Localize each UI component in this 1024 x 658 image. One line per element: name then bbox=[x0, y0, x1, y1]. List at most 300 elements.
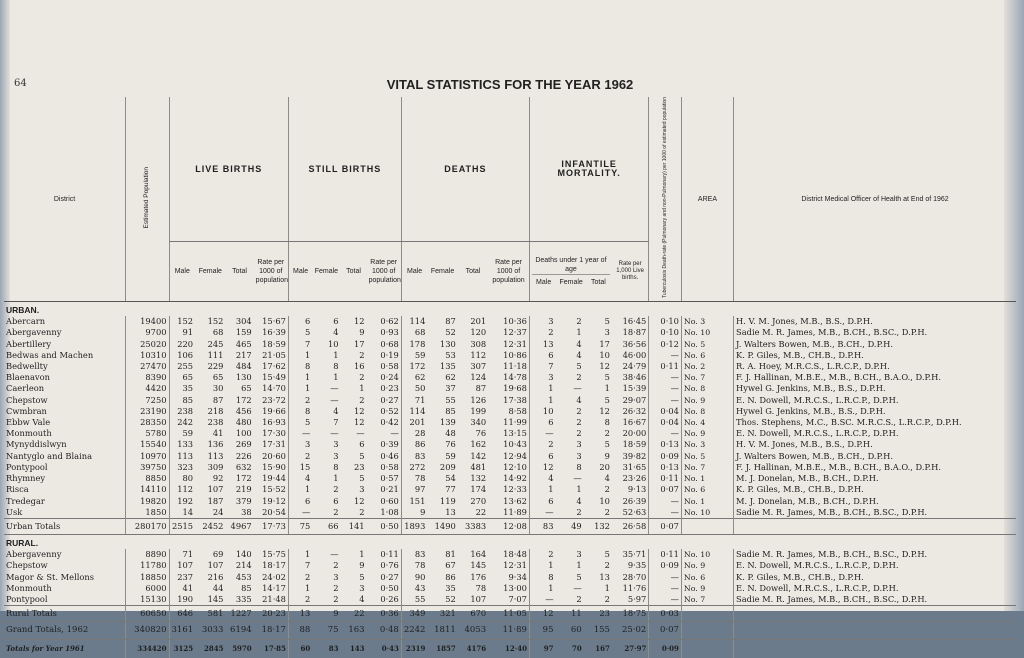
last-year-cell: 143 bbox=[349, 644, 365, 654]
table-cell: 15 bbox=[288, 462, 312, 473]
table-cell: 41 bbox=[169, 583, 195, 594]
table-cell: 5 bbox=[604, 372, 610, 383]
header-im-total: Total bbox=[591, 279, 606, 287]
total-cell: 2452 bbox=[195, 518, 225, 534]
table-cell: 340 bbox=[470, 417, 487, 428]
table-cell: 12·31 bbox=[503, 338, 527, 349]
table-cell: 4 bbox=[576, 495, 582, 506]
table-cell: 1 bbox=[288, 372, 312, 383]
district-name: Ebbw Vale bbox=[6, 417, 51, 428]
grand-total-cell: 95 bbox=[529, 622, 555, 640]
table-cell: 120 bbox=[470, 327, 487, 338]
table-cell: 255 bbox=[169, 361, 195, 372]
header-d-male: Male bbox=[401, 242, 427, 302]
table-cell: — bbox=[649, 383, 682, 394]
table-cell: 87 bbox=[475, 383, 487, 394]
area-number: No. 9 bbox=[681, 395, 733, 406]
table-row bbox=[4, 572, 1016, 583]
table-cell: 10970 bbox=[126, 451, 169, 462]
table-cell: 0·42 bbox=[380, 417, 399, 428]
table-cell: 12·10 bbox=[503, 461, 527, 472]
area-number: No. 3 bbox=[681, 439, 733, 450]
table-cell: 78 bbox=[401, 560, 427, 571]
table-cell: 2 bbox=[604, 428, 610, 439]
table-cell: 164 bbox=[470, 549, 487, 560]
table-cell: 86 bbox=[445, 571, 456, 582]
table-cell: 2 bbox=[529, 327, 555, 338]
table-cell: 8 bbox=[288, 406, 312, 417]
table-cell: 83 bbox=[401, 549, 427, 560]
table-cell: 15·39 bbox=[622, 383, 647, 394]
table-cell: 2 bbox=[333, 506, 339, 517]
table-cell: 11·89 bbox=[503, 506, 527, 517]
grand-total-cell: 3033 bbox=[195, 622, 225, 640]
table-cell: 107 bbox=[207, 560, 224, 571]
table-cell: 2 bbox=[576, 428, 582, 439]
table-cell: 18·17 bbox=[262, 560, 286, 571]
table-cell: 106 bbox=[169, 350, 195, 361]
grand-total-cell: 6194 bbox=[225, 622, 253, 640]
table-cell: 86 bbox=[401, 439, 427, 450]
table-cell: 3 bbox=[529, 372, 555, 383]
table-cell: 9 bbox=[604, 450, 610, 461]
header-lb-male: Male bbox=[169, 242, 195, 302]
table-cell: 0·27 bbox=[380, 394, 399, 405]
total-cell: 0·36 bbox=[367, 606, 402, 622]
table-cell: 14·70 bbox=[262, 383, 286, 394]
district-name: Monmouth bbox=[6, 428, 52, 439]
table-cell: 8390 bbox=[126, 372, 169, 383]
table-cell: — bbox=[288, 428, 312, 439]
table-cell: 151 bbox=[401, 496, 427, 507]
table-cell: 85 bbox=[169, 395, 195, 406]
table-cell: — bbox=[649, 496, 682, 507]
last-year-cell: 2845 bbox=[203, 644, 224, 654]
table-cell: 28·70 bbox=[622, 571, 647, 582]
table-cell: 36·56 bbox=[622, 338, 647, 349]
table-row bbox=[4, 327, 1016, 338]
table-cell: 178 bbox=[401, 339, 427, 350]
table-cell: 85 bbox=[241, 582, 252, 593]
medical-officer: E. N. Dowell, M.R.C.S., L.R.C.P., D.P.H. bbox=[734, 560, 1016, 571]
table-cell: 1850 bbox=[126, 507, 169, 519]
section-label: RURAL. bbox=[6, 537, 39, 548]
table-cell: 15·90 bbox=[262, 461, 286, 472]
table-cell: 1 bbox=[604, 383, 610, 394]
table-cell: 28350 bbox=[126, 417, 169, 428]
medical-officer: F. J. Hallinan, M.B.E., M.B., B.CH., B.A.O., D.P.H. bbox=[734, 372, 1016, 383]
table-cell: 456 bbox=[235, 405, 252, 416]
table-cell: 14·92 bbox=[503, 473, 527, 484]
table-cell: 18·48 bbox=[503, 549, 527, 560]
table-cell: 26·39 bbox=[622, 495, 647, 506]
table-cell: 152 bbox=[207, 316, 224, 327]
table-cell: 19400 bbox=[126, 316, 169, 327]
table-cell: 187 bbox=[207, 495, 224, 506]
table-cell: 16·93 bbox=[262, 417, 286, 428]
table-cell: 0·19 bbox=[380, 349, 399, 360]
area-number: No. 6 bbox=[681, 350, 733, 361]
table-cell: 0·23 bbox=[380, 383, 399, 394]
table-cell: — bbox=[330, 428, 339, 439]
table-cell: 16·39 bbox=[262, 327, 286, 338]
table-cell: 323 bbox=[169, 462, 195, 473]
table-cell: 140 bbox=[235, 549, 252, 560]
medical-officer: Hywel G. Jenkins, M.B., B.S., D.P.H. bbox=[734, 383, 1016, 394]
table-cell: 7·07 bbox=[508, 593, 527, 604]
table-cell: 4 bbox=[333, 405, 339, 416]
table-cell: 114 bbox=[401, 316, 427, 327]
table-cell: 10·36 bbox=[503, 316, 527, 327]
table-cell: 17 bbox=[599, 338, 610, 349]
table-cell: 1 bbox=[288, 583, 312, 594]
table-cell: 53 bbox=[445, 349, 456, 360]
table-cell: 65 bbox=[169, 372, 195, 383]
area-number: No. 7 bbox=[681, 372, 733, 383]
table-cell: 4 bbox=[576, 394, 582, 405]
table-cell: 0·11 bbox=[649, 473, 682, 484]
district-name: Nantyglo and Blaina bbox=[6, 450, 93, 461]
medical-officer: H. V. M. Jones, M.B., B.S., D.P.H. bbox=[734, 439, 1016, 450]
table-cell: 4 bbox=[288, 473, 312, 484]
area-number: No. 9 bbox=[681, 560, 733, 571]
table-cell: 1 bbox=[359, 549, 365, 560]
table-cell: 7 bbox=[333, 417, 339, 428]
table-cell: 67 bbox=[445, 560, 456, 571]
table-cell: 12·94 bbox=[503, 450, 527, 461]
table-cell: 85 bbox=[445, 405, 456, 416]
table-cell: 6 bbox=[529, 350, 555, 361]
table-cell: 0·60 bbox=[380, 495, 399, 506]
header-lb-female: Female bbox=[195, 242, 225, 302]
total-cell: 581 bbox=[195, 606, 225, 622]
table-cell: 484 bbox=[235, 361, 252, 372]
grand-total-cell: 163 bbox=[341, 622, 367, 640]
medical-officer: Hywel G. Jenkins, M.B., B.S., D.P.H. bbox=[734, 406, 1016, 417]
table-cell: 11·99 bbox=[503, 417, 527, 428]
empty-cell bbox=[681, 518, 733, 534]
table-cell: 6 bbox=[333, 495, 339, 506]
medical-officer: E. N. Dowell, M.R.C.S., L.R.C.P., D.P.H. bbox=[734, 583, 1016, 594]
table-cell: 13·00 bbox=[503, 582, 527, 593]
table-cell: 307 bbox=[470, 361, 487, 372]
table-cell: 0·11 bbox=[380, 549, 399, 560]
table-cell: 8850 bbox=[126, 473, 169, 484]
table-cell: 59 bbox=[401, 350, 427, 361]
table-cell: 30 bbox=[212, 383, 224, 394]
medical-officer: Sadie M. R. James, M.B., B.CH., B.SC., D.P.H. bbox=[734, 594, 1016, 606]
table-cell: 632 bbox=[235, 461, 252, 472]
table-cell: 142 bbox=[470, 450, 487, 461]
total-cell: 83 bbox=[529, 518, 555, 534]
table-cell: 2 bbox=[333, 484, 339, 495]
table-cell: 78 bbox=[401, 473, 427, 484]
table-cell: 15·49 bbox=[262, 372, 286, 383]
header-deaths-under-1 bbox=[529, 242, 611, 302]
table-cell: 37 bbox=[445, 383, 456, 394]
total-cell: 12 bbox=[529, 606, 555, 622]
header-deaths: DEATHS bbox=[401, 97, 529, 242]
table-cell: 0·24 bbox=[380, 372, 399, 383]
table-cell: 38 bbox=[241, 506, 252, 517]
table-cell: 219 bbox=[235, 484, 252, 495]
header-area: AREA bbox=[681, 97, 733, 302]
table-cell: 201 bbox=[470, 316, 487, 327]
area-number: No. 6 bbox=[681, 484, 733, 495]
table-cell: 59 bbox=[445, 450, 456, 461]
last-year-cell: 12·40 bbox=[505, 644, 527, 654]
table-cell: 69 bbox=[212, 549, 224, 560]
table-cell: 2 bbox=[333, 582, 339, 593]
table-cell: 91 bbox=[169, 327, 195, 338]
table-cell: 2 bbox=[604, 506, 610, 517]
total-cell: 2515 bbox=[169, 518, 195, 534]
table-cell: 52 bbox=[445, 593, 456, 604]
last-year-cell: 60 bbox=[288, 640, 312, 658]
table-cell: 14·78 bbox=[503, 372, 527, 383]
table-cell: 10 bbox=[327, 338, 339, 349]
table-cell: 1 bbox=[288, 549, 312, 560]
table-cell: 17·30 bbox=[262, 428, 286, 439]
table-cell: 81 bbox=[445, 549, 456, 560]
table-cell: 242 bbox=[169, 417, 195, 428]
grand-total-label: Grand Totals, 1962 bbox=[4, 622, 126, 640]
table-cell: — bbox=[573, 582, 582, 593]
district-name: Mynyddislwyn bbox=[6, 439, 67, 450]
table-cell: 272 bbox=[401, 462, 427, 473]
grand-total-cell: 3161 bbox=[169, 622, 195, 640]
area-number: No. 7 bbox=[681, 462, 733, 473]
total-cell: 141 bbox=[341, 518, 367, 534]
section-label: URBAN. bbox=[6, 305, 40, 316]
empty-cell bbox=[681, 606, 733, 622]
total-cell: 11·05 bbox=[488, 606, 529, 622]
table-cell: 172 bbox=[401, 361, 427, 372]
table-cell: 12·31 bbox=[503, 560, 527, 571]
district-name: Abergavenny bbox=[6, 549, 62, 560]
table-cell: 3 bbox=[359, 484, 365, 495]
table-cell: 2 bbox=[333, 560, 339, 571]
table-cell: — bbox=[649, 594, 682, 606]
table-cell: 2 bbox=[576, 316, 582, 327]
header-sb-rate: Rate per 1000 of population bbox=[367, 242, 402, 302]
table-cell: 25020 bbox=[126, 339, 169, 350]
table-cell: 78 bbox=[475, 582, 487, 593]
table-row bbox=[4, 395, 1016, 406]
table-cell: 6 bbox=[333, 316, 339, 327]
total-cell: 670 bbox=[458, 606, 488, 622]
table-cell: 214 bbox=[235, 560, 252, 571]
empty-cell bbox=[681, 622, 733, 640]
table-cell: 139 bbox=[439, 417, 456, 428]
header-d-female: Female bbox=[427, 242, 457, 302]
total-cell: 1227 bbox=[225, 606, 253, 622]
table-cell: 18·59 bbox=[262, 338, 286, 349]
grand-total-cell: 155 bbox=[584, 622, 612, 640]
table-cell: 480 bbox=[235, 417, 252, 428]
last-year-cell: 334420 bbox=[126, 640, 169, 658]
table-cell: — bbox=[288, 507, 312, 519]
table-cell: 65 bbox=[212, 372, 224, 383]
table-cell: 9700 bbox=[126, 327, 169, 338]
table-cell: 112 bbox=[470, 349, 487, 360]
table-cell: 0·12 bbox=[649, 339, 682, 350]
medical-officer: Sadie M. R. James, M.B., B.CH., B.SC., D.P.H. bbox=[734, 549, 1016, 560]
table-cell: 220 bbox=[169, 339, 195, 350]
table-row bbox=[4, 496, 1016, 507]
table-cell: 3 bbox=[333, 439, 339, 450]
table-cell: 12 bbox=[529, 462, 555, 473]
table-cell: — bbox=[649, 372, 682, 383]
medical-officer: E. N. Dowell, M.R.C.S., L.R.C.P., D.P.H. bbox=[734, 395, 1016, 406]
table-cell: 43 bbox=[401, 583, 427, 594]
district-name: Chepstow bbox=[6, 560, 48, 571]
table-cell: 0·26 bbox=[380, 593, 399, 604]
table-cell: — bbox=[390, 428, 399, 439]
table-cell: 237 bbox=[169, 572, 195, 583]
area-number: No. 8 bbox=[681, 383, 733, 394]
table-cell: 1 bbox=[529, 383, 555, 394]
table-cell: 20 bbox=[599, 461, 610, 472]
district-name: Usk bbox=[6, 506, 23, 517]
grand-total-cell: 60 bbox=[555, 622, 583, 640]
table-cell: 136 bbox=[207, 439, 224, 450]
header-sb-total: Total bbox=[341, 242, 367, 302]
section-total-row bbox=[4, 518, 1016, 534]
table-cell: 6 bbox=[529, 451, 555, 462]
table-cell: 0·11 bbox=[649, 361, 682, 372]
table-cell: 62 bbox=[445, 372, 456, 383]
medical-officer: Thos. Stephens, M.C., B.SC. M.R.C.S., L.R.C.P., D.P.H. bbox=[734, 417, 1016, 428]
grand-total-cell: 75 bbox=[312, 622, 340, 640]
area-number: No. 5 bbox=[681, 451, 733, 462]
table-cell: 22 bbox=[475, 506, 487, 517]
table-cell: 112 bbox=[169, 484, 195, 495]
last-year-cell: 70 bbox=[571, 644, 582, 654]
table-cell: 0·21 bbox=[380, 484, 399, 495]
table-cell: 2 bbox=[288, 395, 312, 406]
grand-total-cell: 18·17 bbox=[254, 622, 289, 640]
table-cell: — bbox=[356, 428, 365, 439]
header-im-male: Male bbox=[536, 279, 552, 287]
table-cell: — bbox=[573, 383, 582, 394]
table-cell: 5 bbox=[288, 327, 312, 338]
table-cell: — bbox=[529, 507, 555, 519]
table-cell: 21·05 bbox=[262, 349, 286, 360]
table-cell: 245 bbox=[207, 338, 224, 349]
grand-total-cell: 0·48 bbox=[367, 622, 402, 640]
table-cell: 35 bbox=[445, 582, 456, 593]
table-cell: 111 bbox=[207, 349, 224, 360]
table-cell: 107 bbox=[169, 560, 195, 571]
table-row bbox=[4, 473, 1016, 484]
table-cell: 114 bbox=[401, 406, 427, 417]
table-cell: 218 bbox=[207, 405, 224, 416]
total-cell: 66 bbox=[312, 518, 340, 534]
table-cell: 12 bbox=[599, 405, 610, 416]
table-row bbox=[4, 428, 1016, 439]
last-year-cell: 17·85 bbox=[264, 644, 286, 654]
table-cell: 16·45 bbox=[622, 316, 647, 327]
district-name: Pontypool bbox=[6, 593, 48, 604]
section-total-row bbox=[4, 606, 1016, 622]
header-est-pop: Estimated Population bbox=[126, 97, 169, 302]
table-row bbox=[4, 439, 1016, 450]
table-row bbox=[4, 406, 1016, 417]
total-cell: 280170 bbox=[126, 518, 169, 534]
grand-total-cell: 2242 bbox=[401, 622, 427, 640]
table-cell: 0·04 bbox=[649, 406, 682, 417]
table-cell: 2 bbox=[604, 484, 610, 495]
table-row bbox=[4, 583, 1016, 594]
table-cell: 6 bbox=[529, 417, 555, 428]
district-name: Bedwellty bbox=[6, 361, 48, 372]
table-cell: — bbox=[573, 473, 582, 484]
district-name: Pontypool bbox=[6, 461, 48, 472]
area-number: No. 9 bbox=[681, 428, 733, 439]
table-cell: 14 bbox=[169, 507, 195, 519]
table-cell: 11·18 bbox=[503, 361, 527, 372]
table-cell: 23190 bbox=[126, 406, 169, 417]
header-im-female: Female bbox=[559, 279, 583, 287]
header-lb-total: Total bbox=[225, 242, 253, 302]
table-cell: 3 bbox=[576, 549, 582, 560]
table-cell: 130 bbox=[235, 372, 252, 383]
table-cell: 28 bbox=[401, 428, 427, 439]
table-cell: 3 bbox=[604, 327, 610, 338]
table-cell: 8890 bbox=[126, 549, 169, 560]
table-cell: 8 bbox=[333, 461, 339, 472]
empty-cell bbox=[681, 640, 733, 658]
grand-total-cell: 0·07 bbox=[649, 622, 682, 640]
table-cell: 6 bbox=[288, 496, 312, 507]
table-cell: 10 bbox=[599, 495, 610, 506]
table-cell: 23·26 bbox=[622, 473, 647, 484]
medical-officer: H. V. M. Jones, M.B., B.S., D.P.H. bbox=[734, 316, 1016, 327]
table-cell: — bbox=[330, 549, 339, 560]
table-cell: 41 bbox=[212, 428, 224, 439]
table-cell: 6000 bbox=[126, 583, 169, 594]
table-cell: 5 bbox=[604, 394, 610, 405]
section-header-row bbox=[4, 302, 1016, 317]
table-cell: 5 bbox=[604, 316, 610, 327]
table-row bbox=[4, 549, 1016, 560]
table-cell: 238 bbox=[169, 406, 195, 417]
table-cell: 0·10 bbox=[649, 327, 682, 338]
table-body bbox=[4, 302, 1016, 658]
header-infantile: INFANTILE MORTALITY. bbox=[529, 97, 648, 242]
area-number: No. 6 bbox=[681, 572, 733, 583]
table-cell: 0·07 bbox=[649, 484, 682, 495]
total-cell: 321 bbox=[427, 606, 457, 622]
table-cell: 10·86 bbox=[503, 349, 527, 360]
table-cell: 24·79 bbox=[622, 361, 647, 372]
table-cell: 2 bbox=[529, 549, 555, 560]
medical-officer: M. J. Donelan, M.B., B.CH., D.P.H. bbox=[734, 473, 1016, 484]
table-cell: 0·52 bbox=[380, 405, 399, 416]
area-number: No. 2 bbox=[681, 361, 733, 372]
header-sb-female: Female bbox=[312, 242, 340, 302]
table-row bbox=[4, 339, 1016, 350]
table-cell: 4 bbox=[359, 593, 365, 604]
table-cell: 1 bbox=[529, 560, 555, 571]
table-cell: — bbox=[529, 428, 555, 439]
table-cell: 12 bbox=[354, 405, 365, 416]
total-cell: 0·03 bbox=[649, 606, 682, 622]
total-cell: 3383 bbox=[458, 518, 488, 534]
table-cell: 270 bbox=[470, 495, 487, 506]
table-cell: 31·65 bbox=[622, 461, 647, 472]
